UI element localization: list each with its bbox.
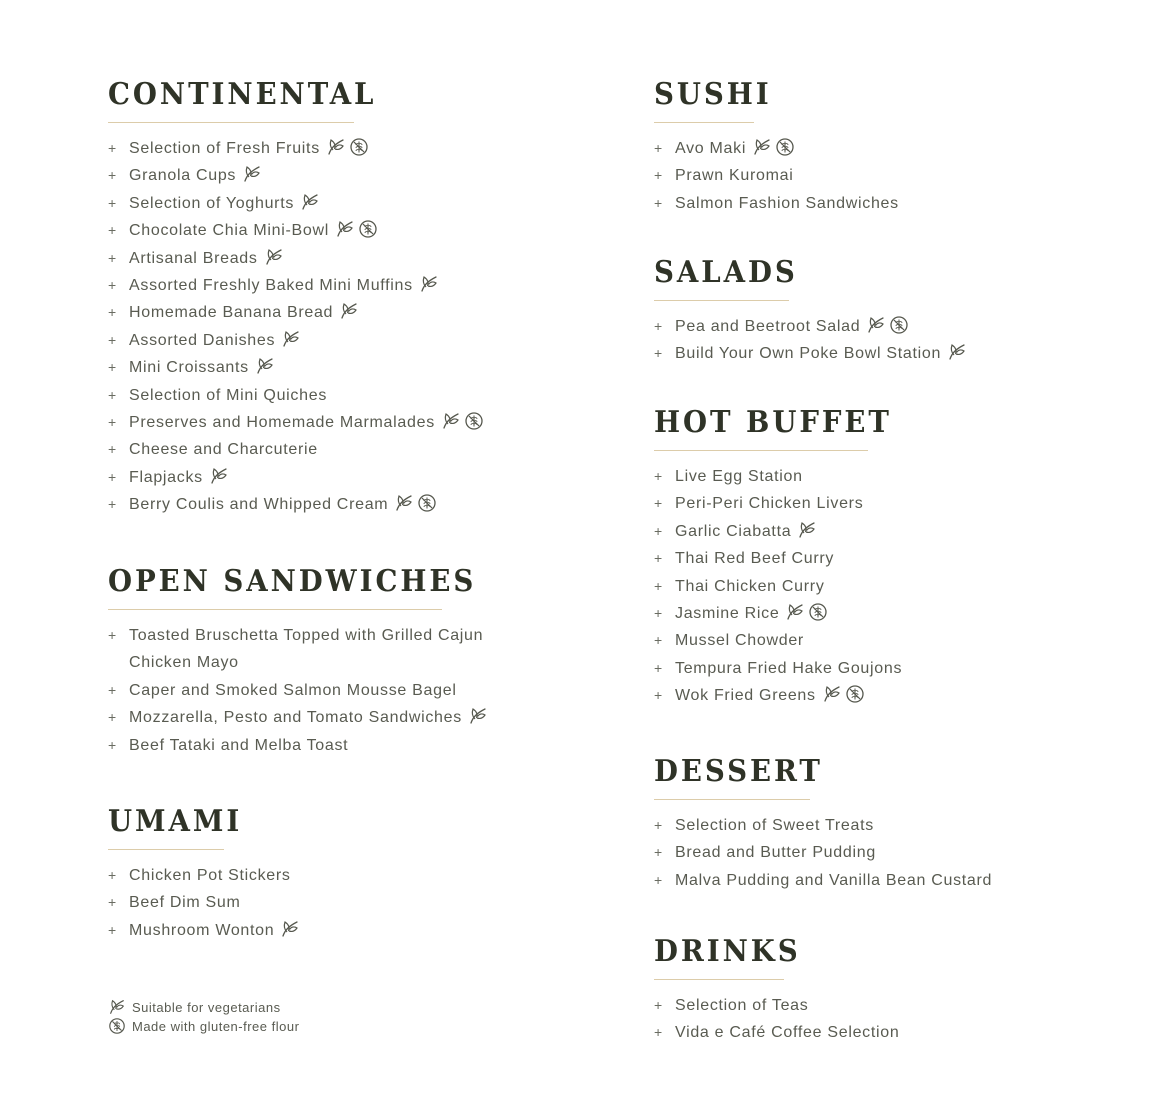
leaf-icon	[255, 356, 275, 376]
leaf-icon	[281, 329, 301, 349]
gluten-free-icon	[464, 411, 484, 431]
menu-item-list	[108, 622, 529, 759]
menu-item-name: Assorted Freshly Baked Mini Muffins	[129, 277, 413, 295]
plus-bullet: +	[108, 140, 117, 156]
menu-item	[654, 135, 899, 162]
menu-item-name: Thai Red Beef Curry	[675, 550, 835, 568]
menu-item-name: Live Egg Station	[675, 468, 803, 485]
leaf-icon	[300, 192, 320, 212]
section-dessert	[654, 755, 992, 894]
leaf-icon	[339, 301, 359, 321]
menu-item	[108, 382, 484, 409]
plus-bullet: +	[654, 194, 663, 211]
menu-item	[654, 627, 913, 654]
plus-bullet: +	[108, 921, 117, 938]
gluten-free-icon	[417, 493, 437, 513]
menu-item	[108, 862, 300, 889]
leaf-icon	[866, 315, 886, 335]
plus-bullet: +	[654, 318, 663, 334]
plus-bullet: +	[654, 468, 663, 484]
gluten-free-icon	[845, 684, 865, 704]
section-hot-buffet	[654, 406, 913, 710]
menu-item-name: Beef Tataki and Melba Toast	[129, 736, 349, 754]
plus-bullet: +	[108, 894, 117, 911]
menu-item	[654, 463, 913, 490]
menu-item	[654, 812, 992, 839]
section-title: UMAMI	[108, 804, 243, 839]
menu-item	[108, 436, 484, 463]
leaf-icon	[335, 219, 355, 239]
legend-gluten-free-label: Made with gluten-free flour	[132, 1019, 300, 1034]
plus-bullet: +	[108, 468, 117, 485]
section-title: DESSERT	[654, 754, 823, 789]
menu-item-name: Beef Dim Sum	[129, 894, 241, 912]
plus-bullet: +	[108, 709, 117, 726]
plus-bullet: +	[108, 277, 117, 294]
menu-item	[654, 190, 899, 217]
section-open-sandwiches	[108, 565, 529, 759]
menu-item	[108, 299, 484, 326]
menu-item-list	[654, 463, 913, 710]
menu-item	[108, 135, 484, 162]
menu-item-name: Vida e Café Coffee Selection	[675, 1024, 900, 1042]
menu-item-name: Avo Maki	[675, 140, 747, 157]
title-underline	[108, 609, 442, 610]
leaf-icon	[441, 411, 461, 431]
plus-bullet: +	[654, 871, 663, 888]
plus-bullet: +	[654, 167, 663, 184]
leaf-icon	[419, 274, 439, 294]
menu-item-name: Caper and Smoked Salmon Mousse Bagel	[129, 681, 457, 699]
menu-item-name: Mini Croissants	[129, 359, 249, 377]
menu-item	[108, 704, 529, 731]
plus-bullet: +	[108, 304, 117, 321]
menu-item-list	[654, 313, 967, 368]
menu-item	[108, 409, 484, 436]
menu-item-list	[108, 862, 300, 944]
menu-item	[108, 354, 484, 381]
title-underline	[108, 849, 224, 850]
gluten-free-icon	[349, 137, 369, 157]
leaf-icon	[785, 602, 805, 622]
plus-bullet: +	[108, 681, 117, 698]
section-title: OPEN SANDWICHES	[108, 564, 477, 599]
menu-item-name: Artisanal Breads	[129, 249, 258, 267]
menu-item	[108, 327, 484, 354]
menu-item-name: Pea and Beetroot Salad	[675, 318, 861, 335]
plus-bullet: +	[654, 844, 663, 861]
menu-item	[654, 600, 913, 627]
menu-item-name: Prawn Kuromai	[675, 167, 794, 185]
menu-item	[108, 190, 484, 217]
menu-item	[654, 682, 913, 709]
menu-item-name: Toasted Bruschetta Topped with Grilled Cajun Chicken Mayo	[129, 627, 484, 672]
leaf-icon	[326, 137, 346, 157]
menu-item-list	[108, 135, 484, 519]
menu-item-name: Mozzarella, Pesto and Tomato Sandwiches	[129, 709, 462, 727]
menu-item	[654, 867, 992, 894]
title-underline	[654, 450, 868, 451]
menu-item-name: Selection of Yoghurts	[129, 194, 295, 212]
menu-item	[108, 491, 484, 518]
section-umami	[108, 805, 300, 944]
gluten-free-icon	[808, 602, 828, 622]
plus-bullet: +	[654, 817, 663, 833]
menu-item	[108, 217, 484, 244]
dietary-legend	[108, 998, 299, 1036]
legend-vegetarian	[108, 998, 299, 1017]
menu-item	[108, 245, 484, 272]
menu-item-name: Bread and Butter Pudding	[675, 844, 876, 862]
gluten-free-icon	[775, 137, 795, 157]
leaf-icon	[264, 247, 284, 267]
section-drinks	[654, 935, 899, 1047]
menu-item-name: Tempura Fried Hake Goujons	[675, 659, 903, 677]
plus-bullet: +	[108, 167, 117, 184]
menu-item	[108, 889, 300, 916]
plus-bullet: +	[108, 441, 117, 458]
menu-item-name: Preserves and Homemade Marmalades	[129, 414, 435, 432]
plus-bullet: +	[108, 331, 117, 348]
legend-vegetarian-label: Suitable for vegetarians	[132, 1000, 281, 1015]
menu-item-name: Flapjacks	[129, 468, 203, 486]
menu-item	[654, 839, 992, 866]
menu-item-name: Selection of Fresh Fruits	[129, 140, 320, 157]
plus-bullet: +	[108, 194, 117, 211]
menu-item	[654, 162, 899, 189]
menu-item	[108, 464, 484, 491]
plus-bullet: +	[108, 867, 117, 883]
menu-item-list	[654, 135, 899, 217]
menu-item-name: Homemade Banana Bread	[129, 304, 334, 322]
menu-item-name: Cheese and Charcuterie	[129, 441, 318, 459]
leaf-icon	[822, 684, 842, 704]
legend-gluten-free	[108, 1017, 299, 1036]
leaf-icon	[947, 342, 967, 362]
menu-item	[654, 1019, 899, 1046]
menu-item-name: Mushroom Wonton	[129, 921, 275, 939]
menu-item-list	[654, 992, 899, 1047]
menu-item	[654, 313, 967, 340]
plus-bullet: +	[108, 386, 117, 403]
section-title: HOT BUFFET	[654, 405, 892, 440]
gluten-free-icon	[358, 219, 378, 239]
menu-item-name: Chicken Pot Stickers	[129, 867, 291, 884]
menu-item-name: Malva Pudding and Vanilla Bean Custard	[675, 871, 993, 889]
title-underline	[654, 979, 784, 980]
menu-item-name: Garlic Ciabatta	[675, 522, 792, 540]
menu-item	[654, 490, 913, 517]
gluten-free-icon	[889, 315, 909, 335]
menu-item	[108, 677, 529, 704]
menu-item	[108, 622, 529, 677]
menu-item-name: Thai Chicken Curry	[675, 577, 825, 595]
gluten-free-icon	[108, 1017, 126, 1035]
plus-bullet: +	[654, 659, 663, 676]
menu-item-name: Jasmine Rice	[675, 605, 780, 623]
section-title: SALADS	[654, 255, 798, 290]
section-title: SUSHI	[654, 77, 772, 112]
leaf-icon	[280, 919, 300, 939]
menu-item	[654, 655, 913, 682]
title-underline	[654, 122, 754, 123]
plus-bullet: +	[108, 414, 117, 431]
section-title: DRINKS	[654, 934, 801, 969]
menu-item-name: Selection of Sweet Treats	[675, 817, 874, 834]
plus-bullet: +	[654, 1024, 663, 1041]
plus-bullet: +	[654, 632, 663, 649]
menu-item-name: Selection of Teas	[675, 997, 809, 1014]
plus-bullet: +	[108, 359, 117, 376]
plus-bullet: +	[654, 345, 663, 362]
menu-item-name: Chocolate Chia Mini-Bowl	[129, 222, 329, 240]
plus-bullet: +	[654, 577, 663, 594]
plus-bullet: +	[654, 605, 663, 622]
plus-bullet: +	[108, 736, 117, 753]
menu-item	[654, 518, 913, 545]
leaf-icon	[108, 998, 126, 1016]
menu-item-name: Peri-Peri Chicken Livers	[675, 495, 864, 513]
menu-item-name: Wok Fried Greens	[675, 687, 816, 705]
leaf-icon	[394, 493, 414, 513]
section-title: CONTINENTAL	[108, 77, 377, 112]
title-underline	[654, 300, 789, 301]
section-continental	[108, 78, 484, 519]
menu-item	[108, 917, 300, 944]
menu-item	[108, 732, 529, 759]
menu-item-name: Salmon Fashion Sandwiches	[675, 194, 899, 212]
leaf-icon	[752, 137, 772, 157]
menu-item-list	[654, 812, 992, 894]
menu-item	[108, 162, 484, 189]
plus-bullet: +	[108, 627, 117, 643]
plus-bullet: +	[654, 997, 663, 1013]
section-sushi	[654, 78, 899, 217]
leaf-icon	[209, 466, 229, 486]
menu-item-name: Granola Cups	[129, 167, 237, 185]
menu-item-name: Mussel Chowder	[675, 632, 804, 650]
menu-item-name: Berry Coulis and Whipped Cream	[129, 496, 389, 514]
plus-bullet: +	[654, 550, 663, 567]
menu-item-name: Assorted Danishes	[129, 331, 276, 349]
menu-item	[654, 340, 967, 367]
menu-item	[654, 992, 899, 1019]
plus-bullet: +	[654, 495, 663, 512]
leaf-icon	[468, 706, 488, 726]
leaf-icon	[797, 520, 817, 540]
menu-item-name: Selection of Mini Quiches	[129, 386, 328, 404]
menu-item	[108, 272, 484, 299]
title-underline	[654, 799, 810, 800]
leaf-icon	[242, 164, 262, 184]
plus-bullet: +	[108, 496, 117, 513]
menu-item	[654, 545, 913, 572]
plus-bullet: +	[654, 140, 663, 156]
plus-bullet: +	[108, 249, 117, 266]
title-underline	[108, 122, 354, 123]
plus-bullet: +	[654, 522, 663, 539]
menu-item-name: Build Your Own Poke Bowl Station	[675, 345, 942, 363]
section-salads	[654, 256, 967, 368]
menu-item	[654, 573, 913, 600]
plus-bullet: +	[108, 222, 117, 239]
plus-bullet: +	[654, 687, 663, 704]
